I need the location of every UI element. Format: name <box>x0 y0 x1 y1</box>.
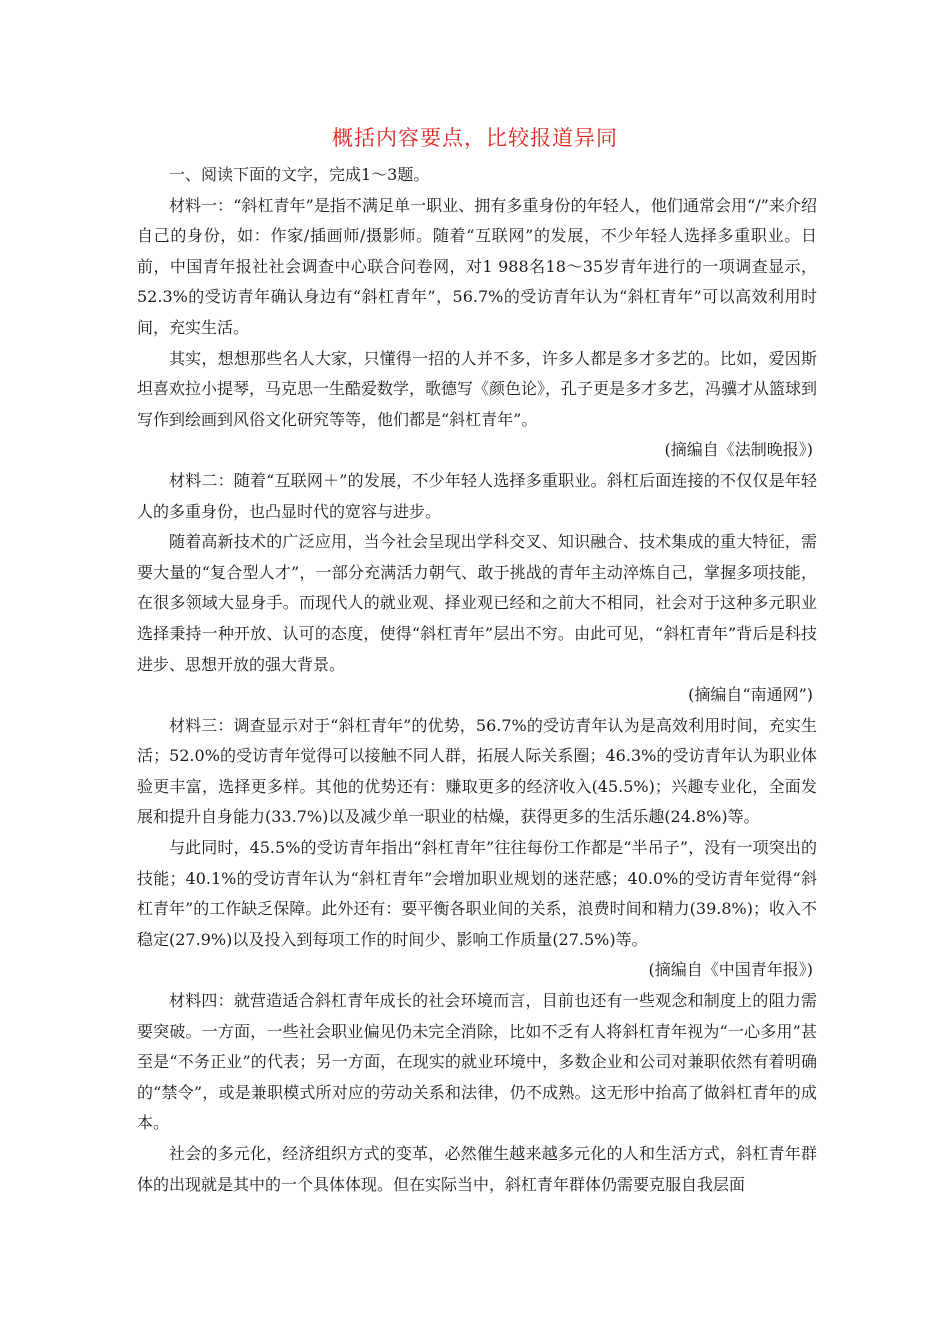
material3-source: (摘编自《中国青年报》) <box>648 960 813 980</box>
material1-paragraph1: 材料一：“斜杠青年”是指不满足单一职业、拥有多重身份的年轻人，他们通常会用“/”来介绍自己的身份，如：作家/插画师/摄影师。随着“互联网”的发展，不少年轻人选择多重职业。日前，中国青年报社社会调查中心联合问卷网，对1 988名18～35岁青年进行的一项调查显示，52.3%的受访青年确认身边有“斜杠青年”，56.7%的受访青年认为“斜杠青年”可以高效利用时间，充实生活。 <box>137 195 817 337</box>
material2-paragraph2: 随着高新技术的广泛应用，当今社会呈现出学科交叉、知识融合、技术集成的重大特征，需要大量的“复合型人才”，一部分充满活力朝气、敢于挑战的青年主动淬炼自己，掌握多项技能，在很多领域大显身手。而现代人的就业观、择业观已经和之前大不相同，社会对于这种多元职业选择秉持一种开放、认可的态度，使得“斜杠青年”层出不穷。由此可见，“斜杠青年”背后是科技进步、思想开放的强大背景。 <box>137 532 817 674</box>
material4-paragraph2: 社会的多元化，经济组织方式的变革，必然催生越来越多元化的人和生活方式，斜杠青年群体的出现就是其中的一个具体体现。但在实际当中，斜杠青年群体仍需要克服自我层面 <box>137 1144 817 1194</box>
material2-paragraph1: 材料二：随着“互联网＋”的发展，不少年轻人选择多重职业。斜杠后面连接的不仅仅是年轻人的多重身份，也凸显时代的宽容与进步。 <box>137 470 817 521</box>
page-title: 概括内容要点，比较报道异同 <box>332 126 618 150</box>
material3-paragraph2: 与此同时，45.5%的受访青年指出“斜杠青年”往往每份工作都是“半吊子”，没有一项突出的技能；40.1%的受访青年认为“斜杠青年”会增加职业规划的迷茫感；40.0%的受访青年觉得“斜杠青年”的工作缺乏保障。此外还有：要平衡各职业间的关系，浪费时间和精力(39.8%)；收入不稳定(27.9%)以及投入到每项工作的时间少、影响工作质量(27.5%)等。 <box>137 838 817 949</box>
material1-paragraph2: 其实，想想那些名人大家，只懂得一招的人并不多，许多人都是多才多艺的。比如，爱因斯坦喜欢拉小提琴，马克思一生酷爱数学，歌德写《颜色论》，孔子更是多才多艺，冯骥才从篮球到写作到绘画到风俗文化研究等等，他们都是“斜杠青年”。 <box>137 348 818 429</box>
material2-source: (摘编自“南通网”) <box>688 685 813 705</box>
question-instruction: 一、阅读下面的文字，完成1～3题。 <box>169 165 430 184</box>
material3-paragraph1: 材料三：调查显示对于“斜杠青年”的优势，56.7%的受访青年认为是高效利用时间，充实生活；52.0%的受访青年觉得可以接触不同人群，拓展人际关系圈；46.3%的受访青年认为职业体验更丰富，选择更多样。其他的优势还有：赚取更多的经济收入(45.5%)；兴趣专业化，全面发展和提升自身能力(33.7%)以及减少单一职业的枯燥，获得更多的生活乐趣(24.8%)等。 <box>137 715 817 827</box>
material1-source: (摘编自《法制晚报》) <box>664 440 813 460</box>
material4-paragraph1: 材料四：就营造适合斜杠青年成长的社会环境而言，目前也还有一些观念和制度上的阻力需要突破。一方面，一些社会职业偏见仍未完全消除，比如不乏有人将斜杠青年视为“一心多用”甚至是“不务正业”的代表；另一方面，在现实的就业环境中，多数企业和公司对兼职依然有着明确的“禁令”，或是兼职模式所对应的劳动关系和法律，仍不成熟。这无形中抬高了做斜杠青年的成本。 <box>137 991 817 1133</box>
article-body <box>137 160 817 1200</box>
